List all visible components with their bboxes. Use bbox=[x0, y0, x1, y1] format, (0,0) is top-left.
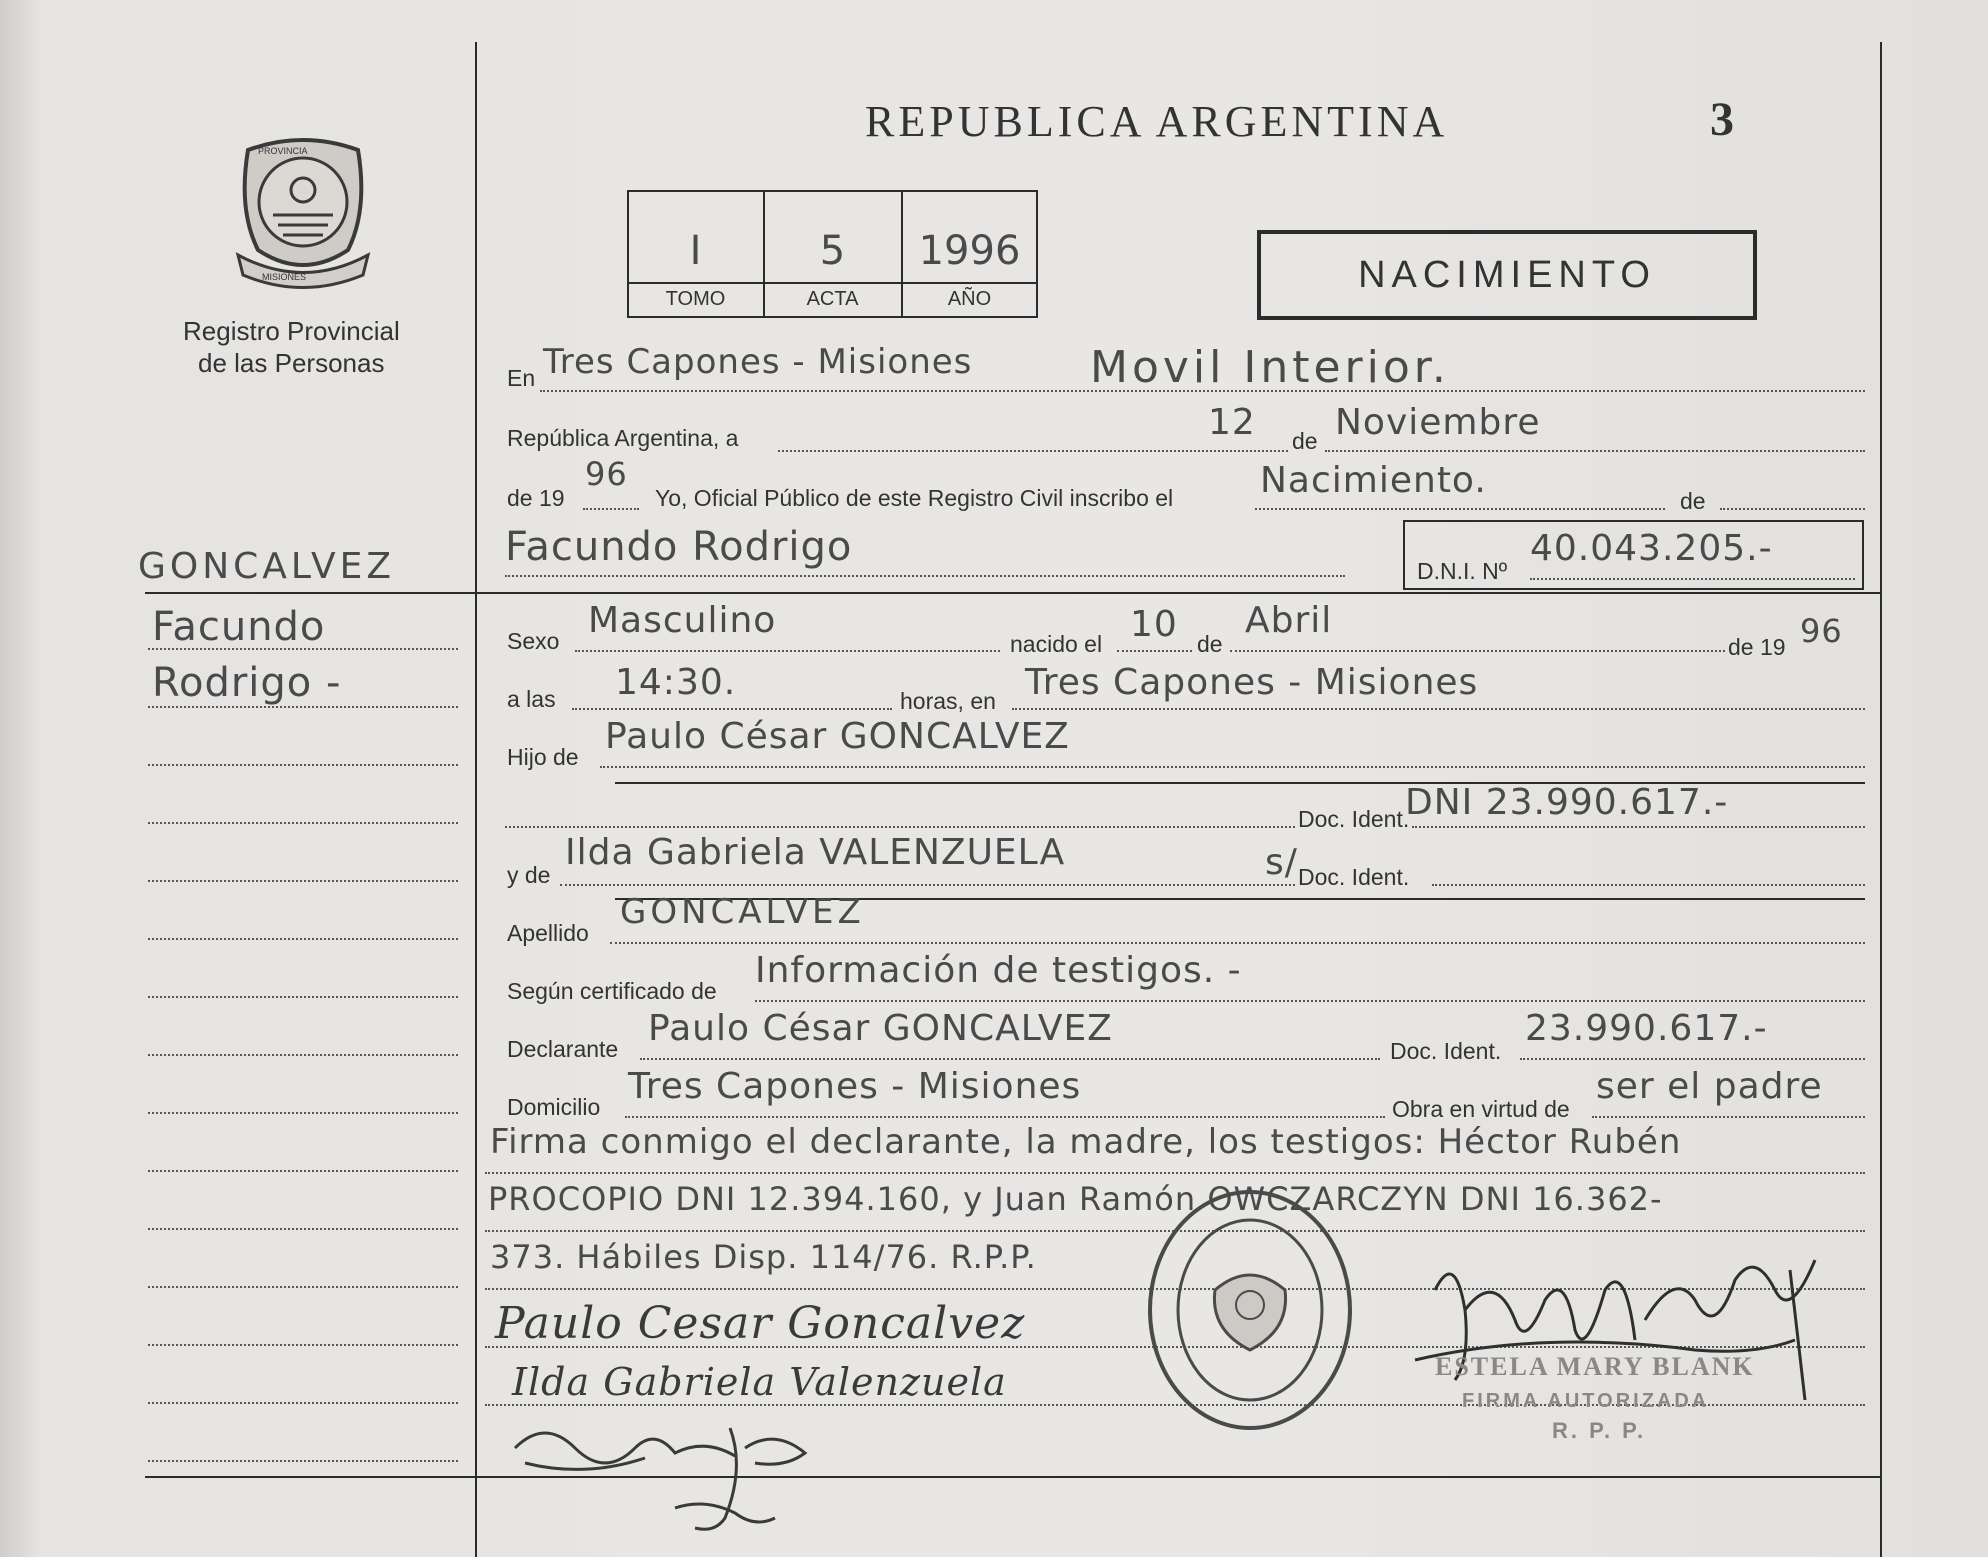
domicilio-value: Tres Capones - Misiones bbox=[628, 1066, 1082, 1107]
dotted-line bbox=[1117, 650, 1192, 652]
yo-oficial-label: Yo, Oficial Público de este Registro Civil inscribo el bbox=[655, 485, 1174, 511]
margin-line bbox=[148, 1170, 458, 1172]
margin-line bbox=[148, 822, 458, 824]
mother-name-value: Ilda Gabriela VALENZUELA bbox=[565, 832, 1066, 873]
dotted-line bbox=[755, 1000, 1865, 1002]
declarante-doc-value: 23.990.617.- bbox=[1525, 1008, 1768, 1049]
registry-name-line2: de las Personas bbox=[198, 348, 385, 378]
yde-label: y de bbox=[507, 862, 551, 888]
anio-value: 1996 bbox=[918, 228, 1021, 274]
dotted-line bbox=[1592, 1116, 1865, 1118]
official-seal-icon bbox=[1140, 1180, 1360, 1440]
republica-label: República Argentina, a bbox=[507, 425, 739, 451]
left-surname: GONCALVEZ bbox=[138, 546, 396, 587]
dotted-line bbox=[625, 1116, 1385, 1118]
dotted-line bbox=[1255, 508, 1665, 510]
apellido-label: Apellido bbox=[507, 920, 589, 946]
left-given-name-2: Rodrigo - bbox=[152, 660, 342, 706]
margin-line bbox=[148, 996, 458, 998]
year-prefix-label: de 19 bbox=[507, 485, 565, 511]
tomo-label: TOMO bbox=[665, 288, 726, 310]
margin-line bbox=[148, 1228, 458, 1230]
de-label-2: de bbox=[1680, 488, 1706, 514]
dotted-line bbox=[505, 575, 1345, 577]
witness-signatures-icon bbox=[505, 1408, 845, 1538]
en-label: En bbox=[507, 365, 536, 391]
mother-doc-mark: s/ bbox=[1265, 842, 1298, 883]
birth-place-value: Tres Capones - Misiones bbox=[1025, 662, 1479, 703]
dotted-line bbox=[610, 942, 1865, 944]
margin-line bbox=[148, 1344, 458, 1346]
notes-line-2: PROCOPIO DNI 12.394.160, y Juan Ramón OWCZARCZYN DNI 16.362- bbox=[488, 1180, 1663, 1218]
bottom-divider-line bbox=[145, 1476, 1882, 1478]
horas-label: horas, en bbox=[900, 688, 996, 714]
margin-line bbox=[148, 938, 458, 940]
margin-line bbox=[148, 764, 458, 766]
left-given-name-1: Facundo bbox=[152, 604, 326, 650]
dotted-line bbox=[1012, 708, 1865, 710]
alas-label: a las bbox=[507, 686, 556, 712]
nacido-label: nacido el bbox=[1010, 631, 1103, 657]
dotted-line bbox=[583, 508, 639, 510]
dotted-line bbox=[572, 708, 892, 710]
margin-line bbox=[148, 1112, 458, 1114]
apellido-value: GONCALVEZ bbox=[620, 892, 865, 932]
signature-father: Paulo Cesar Goncalvez bbox=[495, 1298, 1026, 1349]
margin-line bbox=[148, 648, 458, 650]
logo-text-top: PROVINCIA bbox=[258, 146, 308, 156]
sexo-label: Sexo bbox=[507, 628, 560, 654]
dotted-line bbox=[778, 450, 1288, 452]
dotted-line bbox=[560, 884, 1295, 886]
place-value: Tres Capones - Misiones bbox=[543, 342, 973, 382]
dotted-line bbox=[1412, 826, 1865, 828]
margin-line bbox=[148, 880, 458, 882]
dotted-line bbox=[485, 1172, 1865, 1174]
right-border-line bbox=[1880, 42, 1882, 1557]
segun-label: Según certificado de bbox=[507, 978, 717, 1004]
doc-type-label: NACIMIENTO bbox=[1358, 254, 1656, 296]
margin-line bbox=[148, 1054, 458, 1056]
de-label-3: de bbox=[1197, 631, 1223, 657]
declarante-value: Paulo César GONCALVEZ bbox=[648, 1008, 1113, 1049]
left-divider-line bbox=[475, 42, 477, 1557]
margin-line bbox=[148, 1286, 458, 1288]
obra-label: Obra en virtud de bbox=[1392, 1096, 1570, 1122]
doc-ident-label-2: Doc. Ident. bbox=[1298, 864, 1410, 890]
declarante-label: Declarante bbox=[507, 1036, 619, 1062]
year-value: 96 bbox=[585, 455, 628, 493]
act-value: Nacimiento. bbox=[1260, 460, 1487, 501]
father-name-value: Paulo César GONCALVEZ bbox=[605, 716, 1070, 757]
logo-text-bottom: MISIONES bbox=[262, 272, 307, 282]
acta-label: ACTA bbox=[806, 288, 859, 310]
margin-line bbox=[148, 1460, 458, 1462]
birth-time-value: 14:30. bbox=[615, 662, 737, 703]
registry-name-line1: Registro Provincial bbox=[183, 316, 400, 346]
month-value: Noviembre bbox=[1335, 402, 1541, 443]
acta-value: 5 bbox=[819, 228, 846, 274]
official-name-stamp: ESTELA MARY BLANK bbox=[1435, 1352, 1755, 1381]
domicilio-label: Domicilio bbox=[507, 1094, 601, 1120]
tomo-value: I bbox=[689, 228, 702, 274]
notes-line-1: Firma conmigo el declarante, la madre, los testigos: Héctor Rubén bbox=[490, 1122, 1682, 1162]
doc-ident-label-3: Doc. Ident. bbox=[1390, 1038, 1502, 1064]
header-divider-line bbox=[145, 592, 1882, 594]
hijo-label: Hijo de bbox=[507, 744, 579, 770]
dotted-line bbox=[1325, 450, 1865, 452]
dni-label: D.N.I. Nº bbox=[1417, 558, 1508, 584]
father-doc-value: DNI 23.990.617.- bbox=[1405, 782, 1729, 823]
dotted-line bbox=[1530, 578, 1855, 580]
dotted-line bbox=[1720, 508, 1865, 510]
birth-day-value: 10 bbox=[1130, 604, 1178, 645]
dotted-line bbox=[600, 766, 1865, 768]
doc-ident-label: Doc. Ident. bbox=[1298, 806, 1410, 832]
dotted-line bbox=[1520, 1058, 1865, 1060]
signature-mother: Ilda Gabriela Valenzuela bbox=[512, 1360, 1007, 1404]
segun-value: Información de testigos. - bbox=[755, 950, 1242, 991]
margin-line bbox=[148, 1402, 458, 1404]
day-value: 12 bbox=[1208, 402, 1256, 443]
notes-line-3: 373. Hábiles Disp. 114/76. R.P.P. bbox=[490, 1238, 1037, 1276]
dni-value: 40.043.205.- bbox=[1530, 528, 1773, 569]
page-number: 3 bbox=[1710, 93, 1734, 146]
dotted-line bbox=[1432, 884, 1865, 886]
official-org-stamp: R. P. P. bbox=[1552, 1418, 1647, 1443]
margin-line bbox=[148, 706, 458, 708]
obra-value: ser el padre bbox=[1596, 1066, 1823, 1107]
dotted-line bbox=[505, 826, 1295, 828]
birth-month-value: Abril bbox=[1245, 600, 1333, 641]
dotted-line bbox=[1230, 650, 1725, 652]
anio-label: AÑO bbox=[947, 288, 992, 310]
sexo-value: Masculino bbox=[588, 600, 777, 641]
de-label: de bbox=[1292, 428, 1318, 454]
box-divider bbox=[627, 282, 1038, 284]
dotted-line bbox=[575, 650, 1000, 652]
birth-year-value: 96 bbox=[1800, 612, 1843, 650]
de19-label: de 19 bbox=[1728, 634, 1786, 660]
official-role-stamp: FIRMA AUTORIZADA bbox=[1462, 1390, 1710, 1412]
dotted-line bbox=[640, 1058, 1380, 1060]
place-value-2: Movil Interior. bbox=[1090, 342, 1450, 393]
child-name-value: Facundo Rodrigo bbox=[505, 524, 853, 570]
country-title: REPUBLICA ARGENTINA bbox=[865, 97, 1449, 146]
official-signature-icon bbox=[1395, 1230, 1835, 1410]
